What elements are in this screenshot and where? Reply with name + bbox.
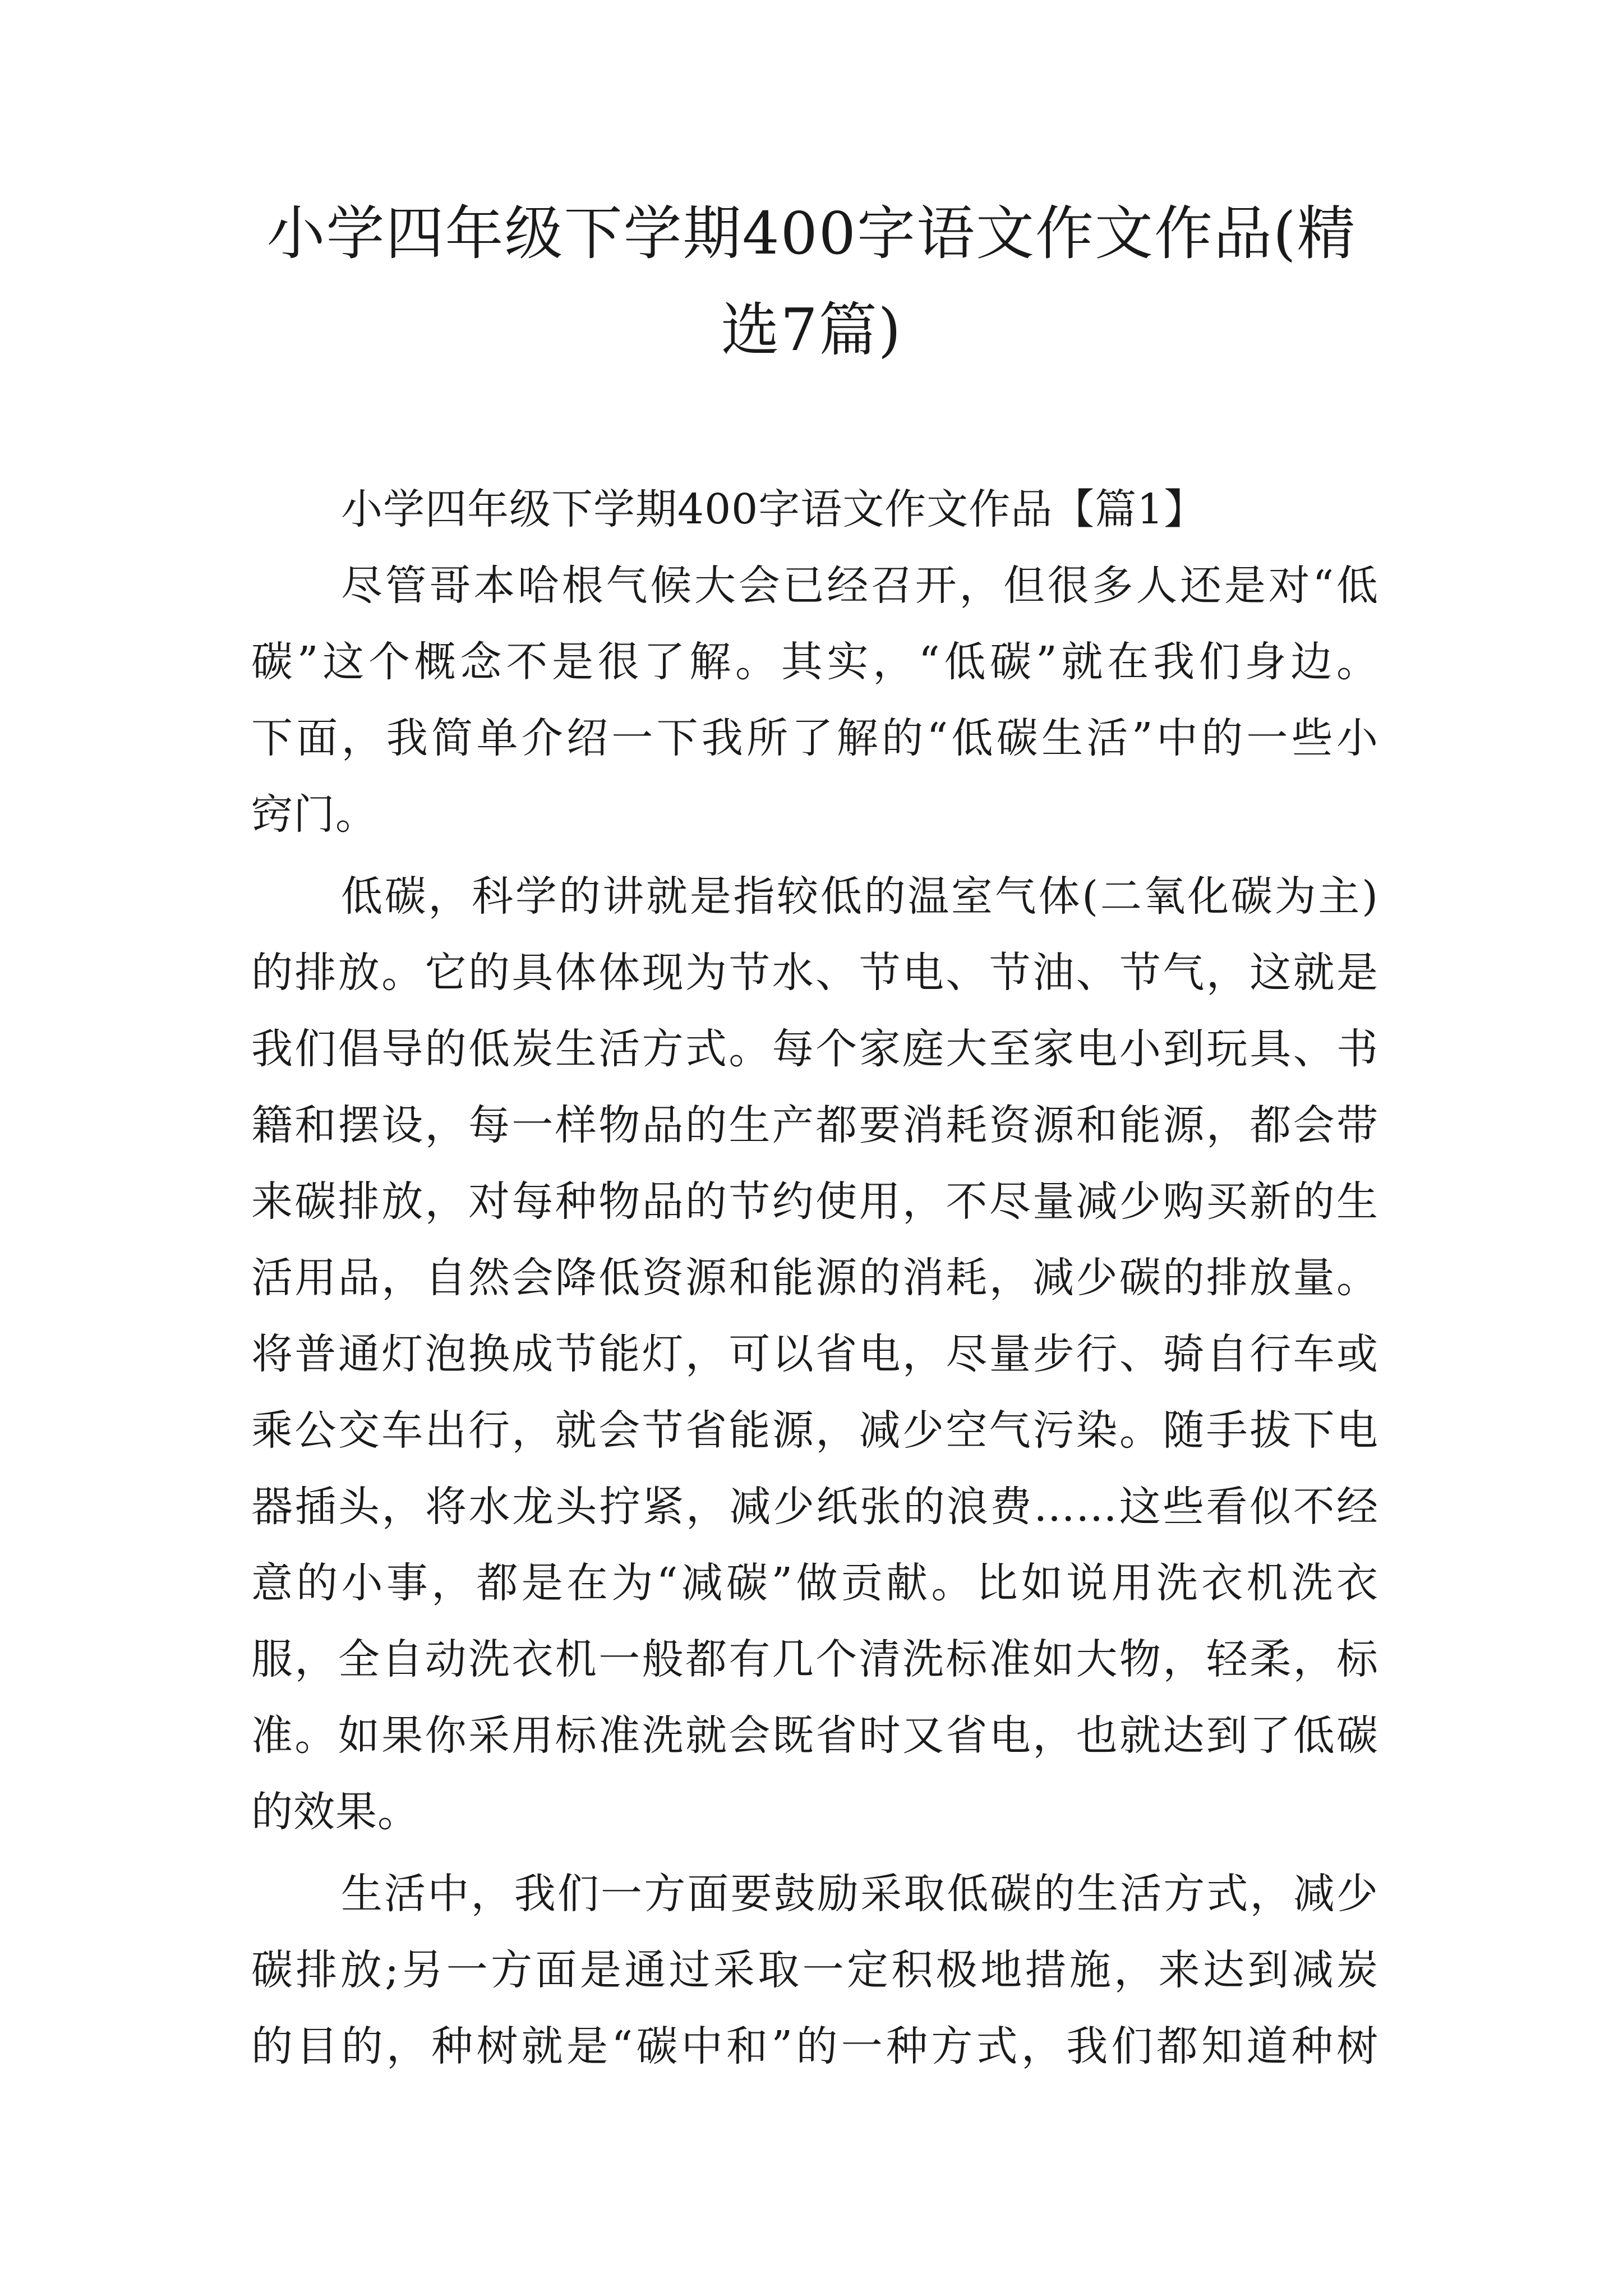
paragraph-line: 我们倡导的低炭生活方式。每个家庭大至家电小到玩具、书 (251, 1025, 1378, 1073)
paragraph-1 (251, 547, 1378, 853)
paragraph-line: 下面，我简单介绍一下我所了解的“低碳生活”中的一些小 (251, 714, 1378, 762)
paragraph-line: 意的小事，都是在为“减碳”做贡献。比如说用洗衣机洗衣 (251, 1559, 1378, 1607)
paragraph-line: 碳”这个概念不是很了解。其实，“低碳”就在我们身边。 (251, 638, 1378, 686)
paragraph-line: 窍门。 (251, 790, 377, 839)
paragraph-line: 服，全自动洗衣机一般都有几个清洗标准如大物，轻柔，标 (251, 1635, 1378, 1683)
paragraph-line: 籍和摆设，每一样物品的生产都要消耗资源和能源，都会带 (251, 1101, 1378, 1149)
paragraph-line: 尽管哥本哈根气候大会已经召开，但很多人还是对“低 (341, 562, 1378, 610)
paragraph-line: 准。如果你采用标准洗就会既省时又省电，也就达到了低碳 (251, 1711, 1378, 1760)
paragraph-line: 器插头，将水龙头拧紧，减少纸张的浪费……这些看似不经 (251, 1483, 1378, 1531)
paragraph-line: 来碳排放，对每种物品的节约使用，不尽量减少购买新的生 (251, 1177, 1378, 1226)
document-title-line-2: 选7篇) (721, 296, 902, 364)
section-heading: 小学四年级下学期400字语文作文作品【篇1】 (341, 485, 1206, 533)
paragraph-3 (251, 1856, 1378, 2085)
paragraph-line: 生活中，我们一方面要鼓励采取低碳的生活方式，减少 (341, 1870, 1378, 1918)
document-title-line-1: 小学四年级下学期400字语文作文作品(精 (266, 199, 1357, 268)
document-body (251, 471, 1378, 2085)
paragraph-line: 的排放。它的具体体现为节水、节电、节油、节气，这就是 (251, 949, 1378, 997)
paragraph-2 (251, 858, 1378, 1850)
paragraph-line: 碳排放;另一方面是通过采取一定积极地措施，来达到减炭 (251, 1946, 1378, 1994)
paragraph-line: 乘公交车出行，就会节省能源，减少空气污染。随手拔下电 (251, 1406, 1378, 1455)
paragraph-line: 活用品，自然会降低资源和能源的消耗，减少碳的排放量。 (251, 1254, 1378, 1302)
document-title (236, 185, 1387, 378)
paragraph-line: 低碳，科学的讲就是指较低的温室气体(二氧化碳为主) (341, 872, 1378, 921)
paragraph-line: 将普通灯泡换成节能灯，可以省电，尽量步行、骑自行车或 (251, 1330, 1378, 1378)
paragraph-line: 的目的，种树就是“碳中和”的一种方式，我们都知道种树 (251, 2022, 1378, 2070)
paragraph-line: 的效果。 (251, 1788, 419, 1836)
